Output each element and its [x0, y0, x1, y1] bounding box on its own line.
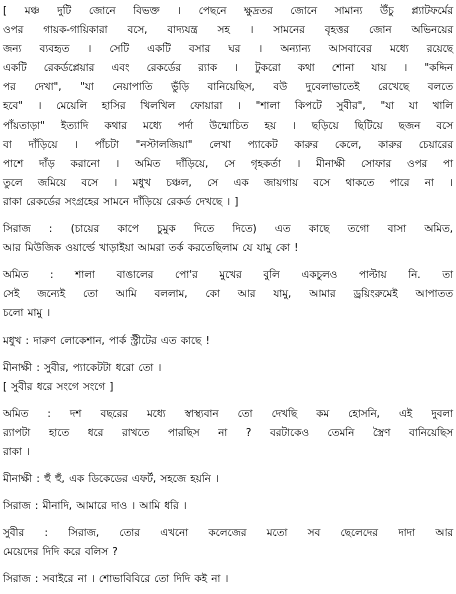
dialogue-line: রাকা ।: [3, 445, 30, 458]
dialogue-line: র‍্যাপটা হাতে ধরে রাখতে পারছিস না ? বরটাকেও তেমনি স্ত্রৈণ বানিয়েছিস: [3, 426, 453, 439]
dialogue-minakshi-2: [3, 470, 453, 489]
dialogue-siraj-2: [3, 497, 453, 516]
dialogue-line: আর মিউজিক ওয়ার্ল্ডে খাড়াইয়া আমরা তর্ক করতেছিলাম যে যামু কো !: [3, 242, 299, 255]
dialogue-line: সেই জন্যেই তো আমি বললাম, কো আর যামু, আমার ড্রয়িংরুমেই আপাতত: [3, 288, 453, 301]
dialogue-line: সুবীর : সিরাজ, তোর এখনো কলেজের মতো সব ছেলেদের দাদা আর: [3, 527, 453, 540]
stage-line: পর দেখা", "যা নেয়াপাতি ভুঁড়ি বানিয়েছিস, বউ দুবেলাভাতেই রেখেছে বলতে: [3, 81, 453, 94]
dialogue-line: সিরাজ : সবাইরে না । শোভাবিবিরে তো দিদি কই না ।: [3, 573, 229, 586]
stage-line: রাকা রেকর্ডের সংগ্রহের সামনে দাঁড়িয়ে রেকর্ড দেখছে । ]: [3, 195, 239, 208]
dialogue-subir-1: [3, 524, 453, 562]
stage-direction-inline: [ সুবীর ধরে সংগে সংগে ]: [3, 380, 114, 393]
stage-line: একটি রেকর্ডপ্লেয়ার এবং রেকর্ডের র‍্যাক । টুকরো কথা শোনা যায় । "কদ্দিন: [3, 62, 453, 75]
script-page: [3, 2, 453, 590]
dialogue-siraj-3: [3, 570, 453, 589]
stage-line: হবে" । মেয়েলি হাসির খিলখিল ফোয়ারা । "শালা কিপটে সুবীর", "যা যা খালি: [3, 100, 453, 113]
dialogue-amit-1: [3, 266, 453, 323]
dialogue-line: মীনাক্ষী : সুবীর, প্যাকেটটা ধরো তো ।: [3, 361, 162, 374]
dialogue-line: সিরাজ : মীনাদি, আমারে দাও । আমি ধরি ।: [3, 500, 187, 513]
stage-line: পাশে দাঁড় করানো । অমিত দাঁড়িয়ে, সে গৃহকর্তা । মীনাক্ষী সোফার ওপর পা: [3, 157, 453, 170]
dialogue-line: অমিত : শালা বাঙালের পো'র মুখের বুলি একচুলও পাল্টায় নি. তা: [3, 269, 453, 282]
dialogue-line: চলো মামু ।: [3, 307, 51, 320]
stage-line: তুলে জমিয়ে বসে । মধুখ চঞ্চল, সে এক জায়গায় বসে থাকতে পারে না ।: [3, 176, 453, 189]
stage-line: পাঁয়তাড়া" ইত্যাদি কথার মধ্যে পর্দা উন্মোচিত হয় । ছড়িয়ে ছিটিয়ে ছজন বসে: [3, 119, 453, 132]
dialogue-line: মীনাক্ষী : হুঁ হুঁ, এক ডিকেডের এফর্ট, সহজে হয়নি ।: [3, 473, 219, 486]
stage-line: [ মঞ্চ দুটি জোনে বিভক্ত । পেছনে ক্ষুদ্রতর জোনে সামান্য উঁচু প্ল্যাটফর্মের: [3, 5, 453, 17]
dialogue-amit-2: [3, 405, 453, 462]
dialogue-line: মধুখ : দারুণ লোকেশান, পার্ক স্ট্রীটের এত কাছে !: [3, 334, 210, 347]
dialogue-line: অমিত : দশ বছরের মধ্যে স্বাস্থ্যবান তো দেখছি কম হোসনি, এই দুবলা: [3, 407, 453, 420]
dialogue-line: সিরাজ : (চায়ের কাপে চুমুক দিতে দিতে) এত কাছে তগো বাসা অমিত,: [3, 223, 453, 236]
dialogue-minakshi-1: [3, 359, 453, 397]
dialogue-siraj-1: [3, 220, 453, 258]
dialogue-madhukh-1: [3, 332, 453, 351]
stage-line: ওপর গায়ক-গায়িকারা বসে, বাদ্যযন্ত্র সহ । সামনের বৃহত্তর জোন অভিনয়ের: [3, 24, 453, 37]
stage-line: জন্য ব্যবহৃত । সেটি একটি বসার ঘর । অন্যান্য আসবাবের মধ্যে রয়েছে: [3, 43, 453, 56]
dialogue-line: মেয়েদের দিদি করে বলিস ?: [3, 546, 118, 559]
stage-direction: [3, 2, 453, 212]
stage-line: বা দাঁড়িয়ে । পাঁচটা "নস্টালজিয়া" লেখা প্যাকেট কারুর কেলে, কারুর চেয়ারের: [3, 138, 453, 151]
